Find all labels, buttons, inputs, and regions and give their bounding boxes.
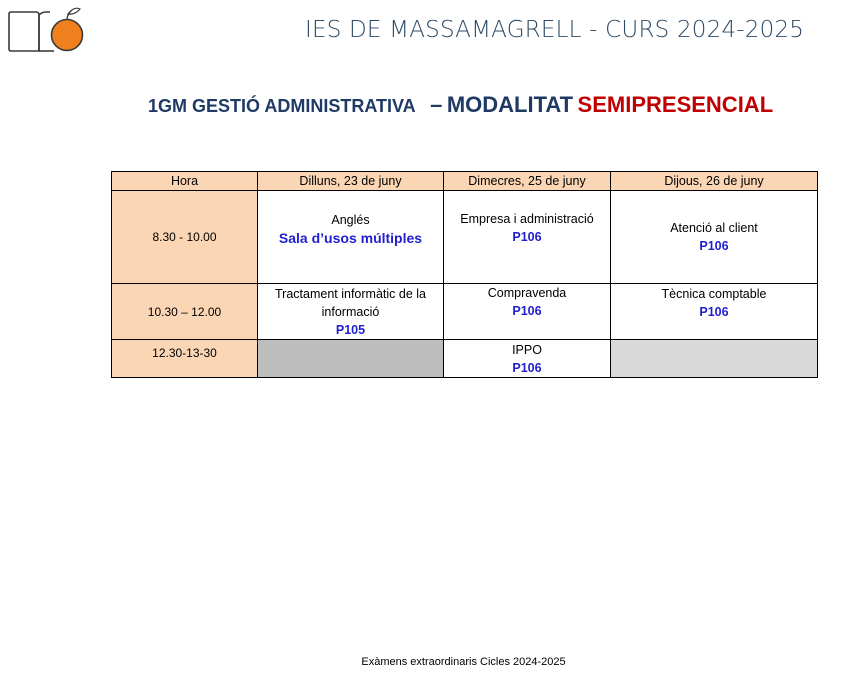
exam-subject: Tractament informàtic de la informació [275, 287, 426, 319]
exam-subject: Compravenda [487, 286, 567, 300]
exam-cell [611, 284, 818, 340]
exam-cell [444, 340, 611, 378]
exam-subject: IPPO [512, 343, 542, 357]
exam-subject: Anglés [331, 213, 370, 227]
table-row [112, 340, 818, 378]
exam-room: Sala d’usos múltiples [278, 230, 423, 246]
exam-cell [611, 191, 818, 284]
exam-room: P106 [512, 304, 542, 318]
exam-cell [258, 284, 444, 340]
school-title: IES DE MASSAMAGRELL - CURS 2024-2025 [305, 17, 805, 43]
exam-room: P105 [335, 323, 366, 337]
time-slot: 12.30-13-30 [112, 340, 258, 378]
exam-subject: Atenció al client [670, 221, 758, 235]
exam-cell [444, 191, 611, 284]
course-subtitle [148, 92, 773, 118]
empty-exam-cell [611, 340, 818, 378]
exam-subject: Empresa i administració [460, 212, 594, 226]
page-footer: Exàmens extraordinaris Cicles 2024-2025 [361, 656, 566, 668]
exam-cell [258, 191, 444, 284]
time-slot: 10.30 – 12.00 [112, 284, 258, 340]
exam-subject: Tècnica comptable [661, 287, 767, 301]
exam-cell [444, 284, 611, 340]
column-header-dijous: Dijous, 26 de juny [611, 172, 818, 191]
column-header-dilluns: Dilluns, 23 de juny [258, 172, 444, 191]
column-header-dimecres: Dimecres, 25 de juny [444, 172, 611, 191]
modality-value: SEMIPRESENCIAL [577, 92, 774, 117]
open-book-orange-icon [6, 4, 88, 56]
table-header-row [112, 172, 818, 191]
column-header-hora: Hora [112, 172, 258, 191]
time-slot: 8.30 - 10.00 [112, 191, 258, 284]
school-logo [6, 4, 88, 56]
exam-schedule-table [111, 171, 818, 378]
exam-room: P106 [699, 239, 729, 253]
subtitle-dash: – [430, 92, 443, 117]
empty-exam-cell [258, 340, 444, 378]
modality-label: MODALITAT [446, 92, 574, 117]
exam-room: P106 [512, 361, 542, 375]
exam-room: P106 [512, 230, 542, 244]
exam-room: P106 [699, 305, 729, 319]
table-row [112, 191, 818, 284]
course-name: 1GM GESTIÓ ADMINISTRATIVA [148, 96, 416, 116]
table-row [112, 284, 818, 340]
